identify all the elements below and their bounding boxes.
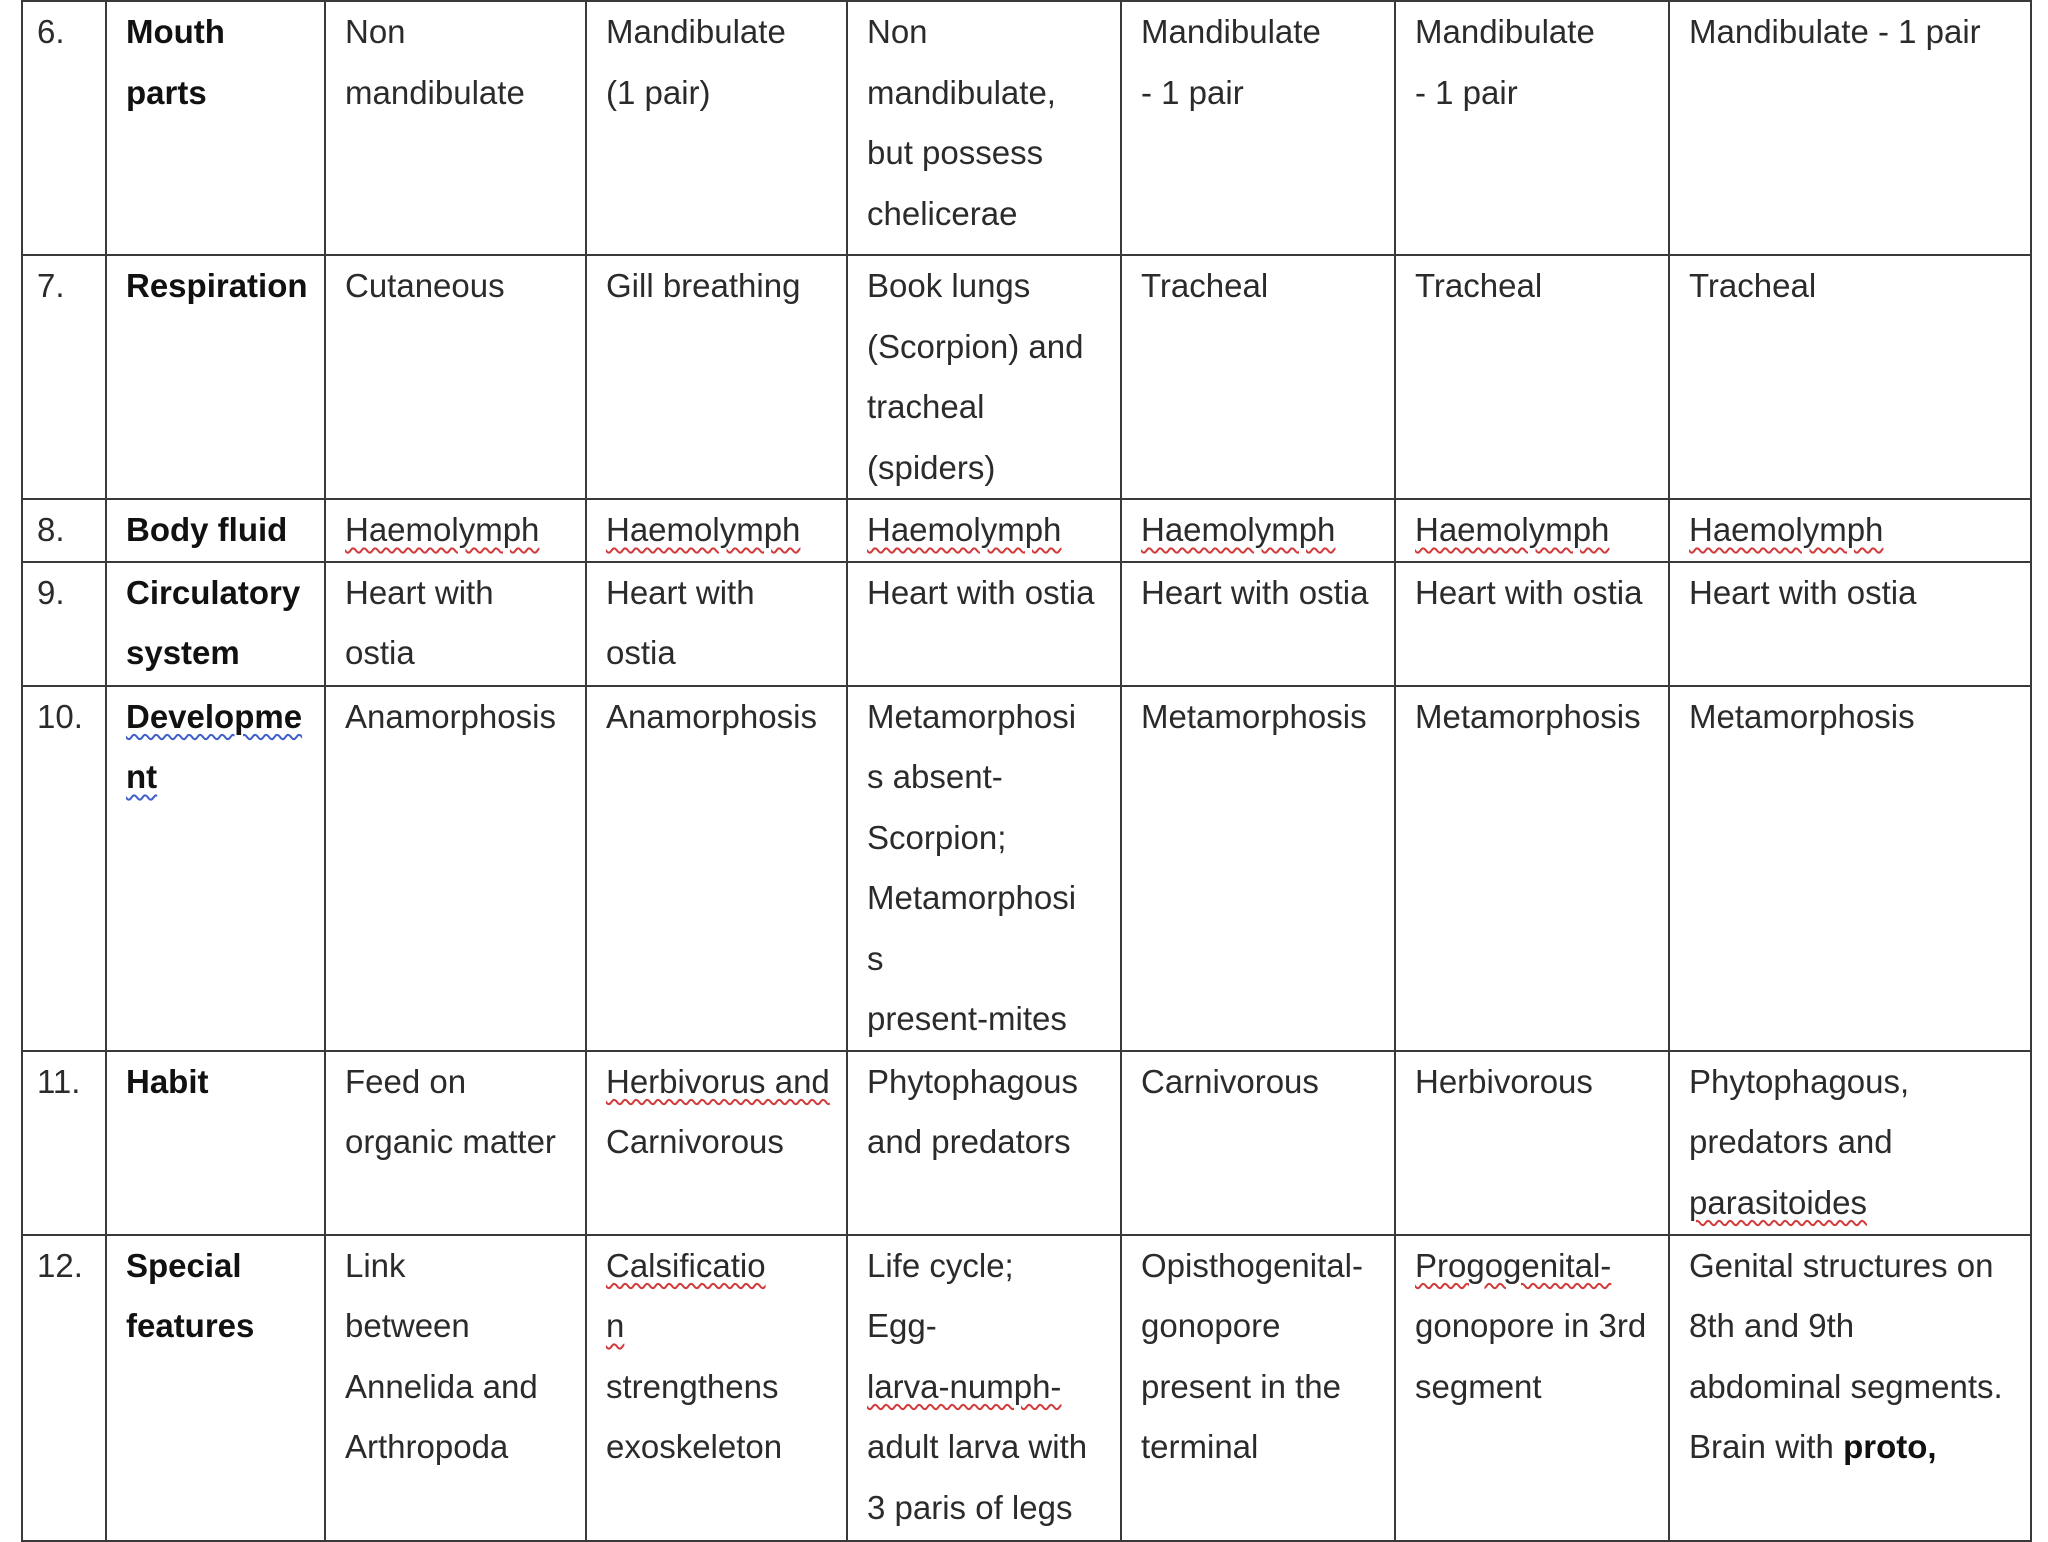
table-cell: Feed on organic matter xyxy=(325,1051,586,1235)
table-cell: Non mandibulate, but possess chelicerae xyxy=(847,1,1121,255)
table-cell: Anamorphosis xyxy=(586,686,847,1051)
table-cell: Anamorphosis xyxy=(325,686,586,1051)
table-cell: Metamorphosis xyxy=(1121,686,1395,1051)
table-cell: Life cycle; Egg- larva-numph- adult larva with 3 paris of legs xyxy=(847,1235,1121,1541)
table-cell: Opisthogenital- gonopore present in the terminal xyxy=(1121,1235,1395,1541)
table-cell: Tracheal xyxy=(1121,255,1395,499)
table-row-8 xyxy=(22,499,2031,562)
attribute-cell: Habit xyxy=(106,1051,325,1235)
table-cell: Link between Annelida and Arthropoda xyxy=(325,1235,586,1541)
table-cell: Heart with ostia xyxy=(847,562,1121,686)
attribute-cell: Special features xyxy=(106,1235,325,1541)
table-cell: Calsificatio n strengthens exoskeleton xyxy=(586,1235,847,1541)
table-cell: Cutaneous xyxy=(325,255,586,499)
row-number: 8. xyxy=(22,499,106,562)
table-cell: Haemolymph xyxy=(1121,499,1395,562)
row-number: 12. xyxy=(22,1235,106,1541)
table-row-12 xyxy=(22,1235,2031,1541)
table-cell: Haemolymph xyxy=(1669,499,2031,562)
bold-text: proto, xyxy=(1843,1428,1937,1465)
table-cell: Herbivorous xyxy=(1395,1051,1669,1235)
row-number: 11. xyxy=(22,1051,106,1235)
table-cell: Haemolymph xyxy=(847,499,1121,562)
table-cell: Heart with ostia xyxy=(1121,562,1395,686)
comparison-table xyxy=(21,0,2032,1542)
row-number: 9. xyxy=(22,562,106,686)
table-cell: Heart with ostia xyxy=(586,562,847,686)
table-cell: Genital structures on 8th and 9th abdominal segments. Brain with proto, xyxy=(1669,1235,2031,1541)
table-cell: Non mandibulate xyxy=(325,1,586,255)
table-cell: Tracheal xyxy=(1395,255,1669,499)
attribute-cell: Respiration xyxy=(106,255,325,499)
table-cell: Mandibulate - 1 pair xyxy=(1395,1,1669,255)
table-cell: Haemolymph xyxy=(325,499,586,562)
document-page xyxy=(21,0,2032,1542)
attribute-cell: Circulatory system xyxy=(106,562,325,686)
attribute-cell: Body fluid xyxy=(106,499,325,562)
table-cell: Heart with ostia xyxy=(1669,562,2031,686)
attribute-cell: Developme nt xyxy=(106,686,325,1051)
table-cell: Tracheal xyxy=(1669,255,2031,499)
table-row-7 xyxy=(22,255,2031,499)
table-row-6 xyxy=(22,1,2031,255)
table-cell: Heart with ostia xyxy=(325,562,586,686)
table-cell: Carnivorous xyxy=(1121,1051,1395,1235)
table-cell: Haemolymph xyxy=(586,499,847,562)
row-number: 10. xyxy=(22,686,106,1051)
table-cell: Phytophagous, predators and parasitoides xyxy=(1669,1051,2031,1235)
table-cell: Gill breathing xyxy=(586,255,847,499)
table-row-9 xyxy=(22,562,2031,686)
table-cell: Mandibulate - 1 pair xyxy=(1121,1,1395,255)
table-cell: Phytophagous and predators xyxy=(847,1051,1121,1235)
table-cell: Heart with ostia xyxy=(1395,562,1669,686)
table-cell: Metamorphosi s absent- Scorpion; Metamorphosi s present-mites xyxy=(847,686,1121,1051)
row-number: 6. xyxy=(22,1,106,255)
table-cell: Haemolymph xyxy=(1395,499,1669,562)
attribute-cell: Mouth parts xyxy=(106,1,325,255)
table-row-10 xyxy=(22,686,2031,1051)
table-cell: Herbivorus and Carnivorous xyxy=(586,1051,847,1235)
table-cell: Progogenital- gonopore in 3rd segment xyxy=(1395,1235,1669,1541)
table-row-11 xyxy=(22,1051,2031,1235)
row-number: 7. xyxy=(22,255,106,499)
table-cell: Book lungs (Scorpion) and tracheal (spiders) xyxy=(847,255,1121,499)
table-cell: Metamorphosis xyxy=(1395,686,1669,1051)
table-cell: Metamorphosis xyxy=(1669,686,2031,1051)
table-cell: Mandibulate (1 pair) xyxy=(586,1,847,255)
table-cell: Mandibulate - 1 pair xyxy=(1669,1,2031,255)
